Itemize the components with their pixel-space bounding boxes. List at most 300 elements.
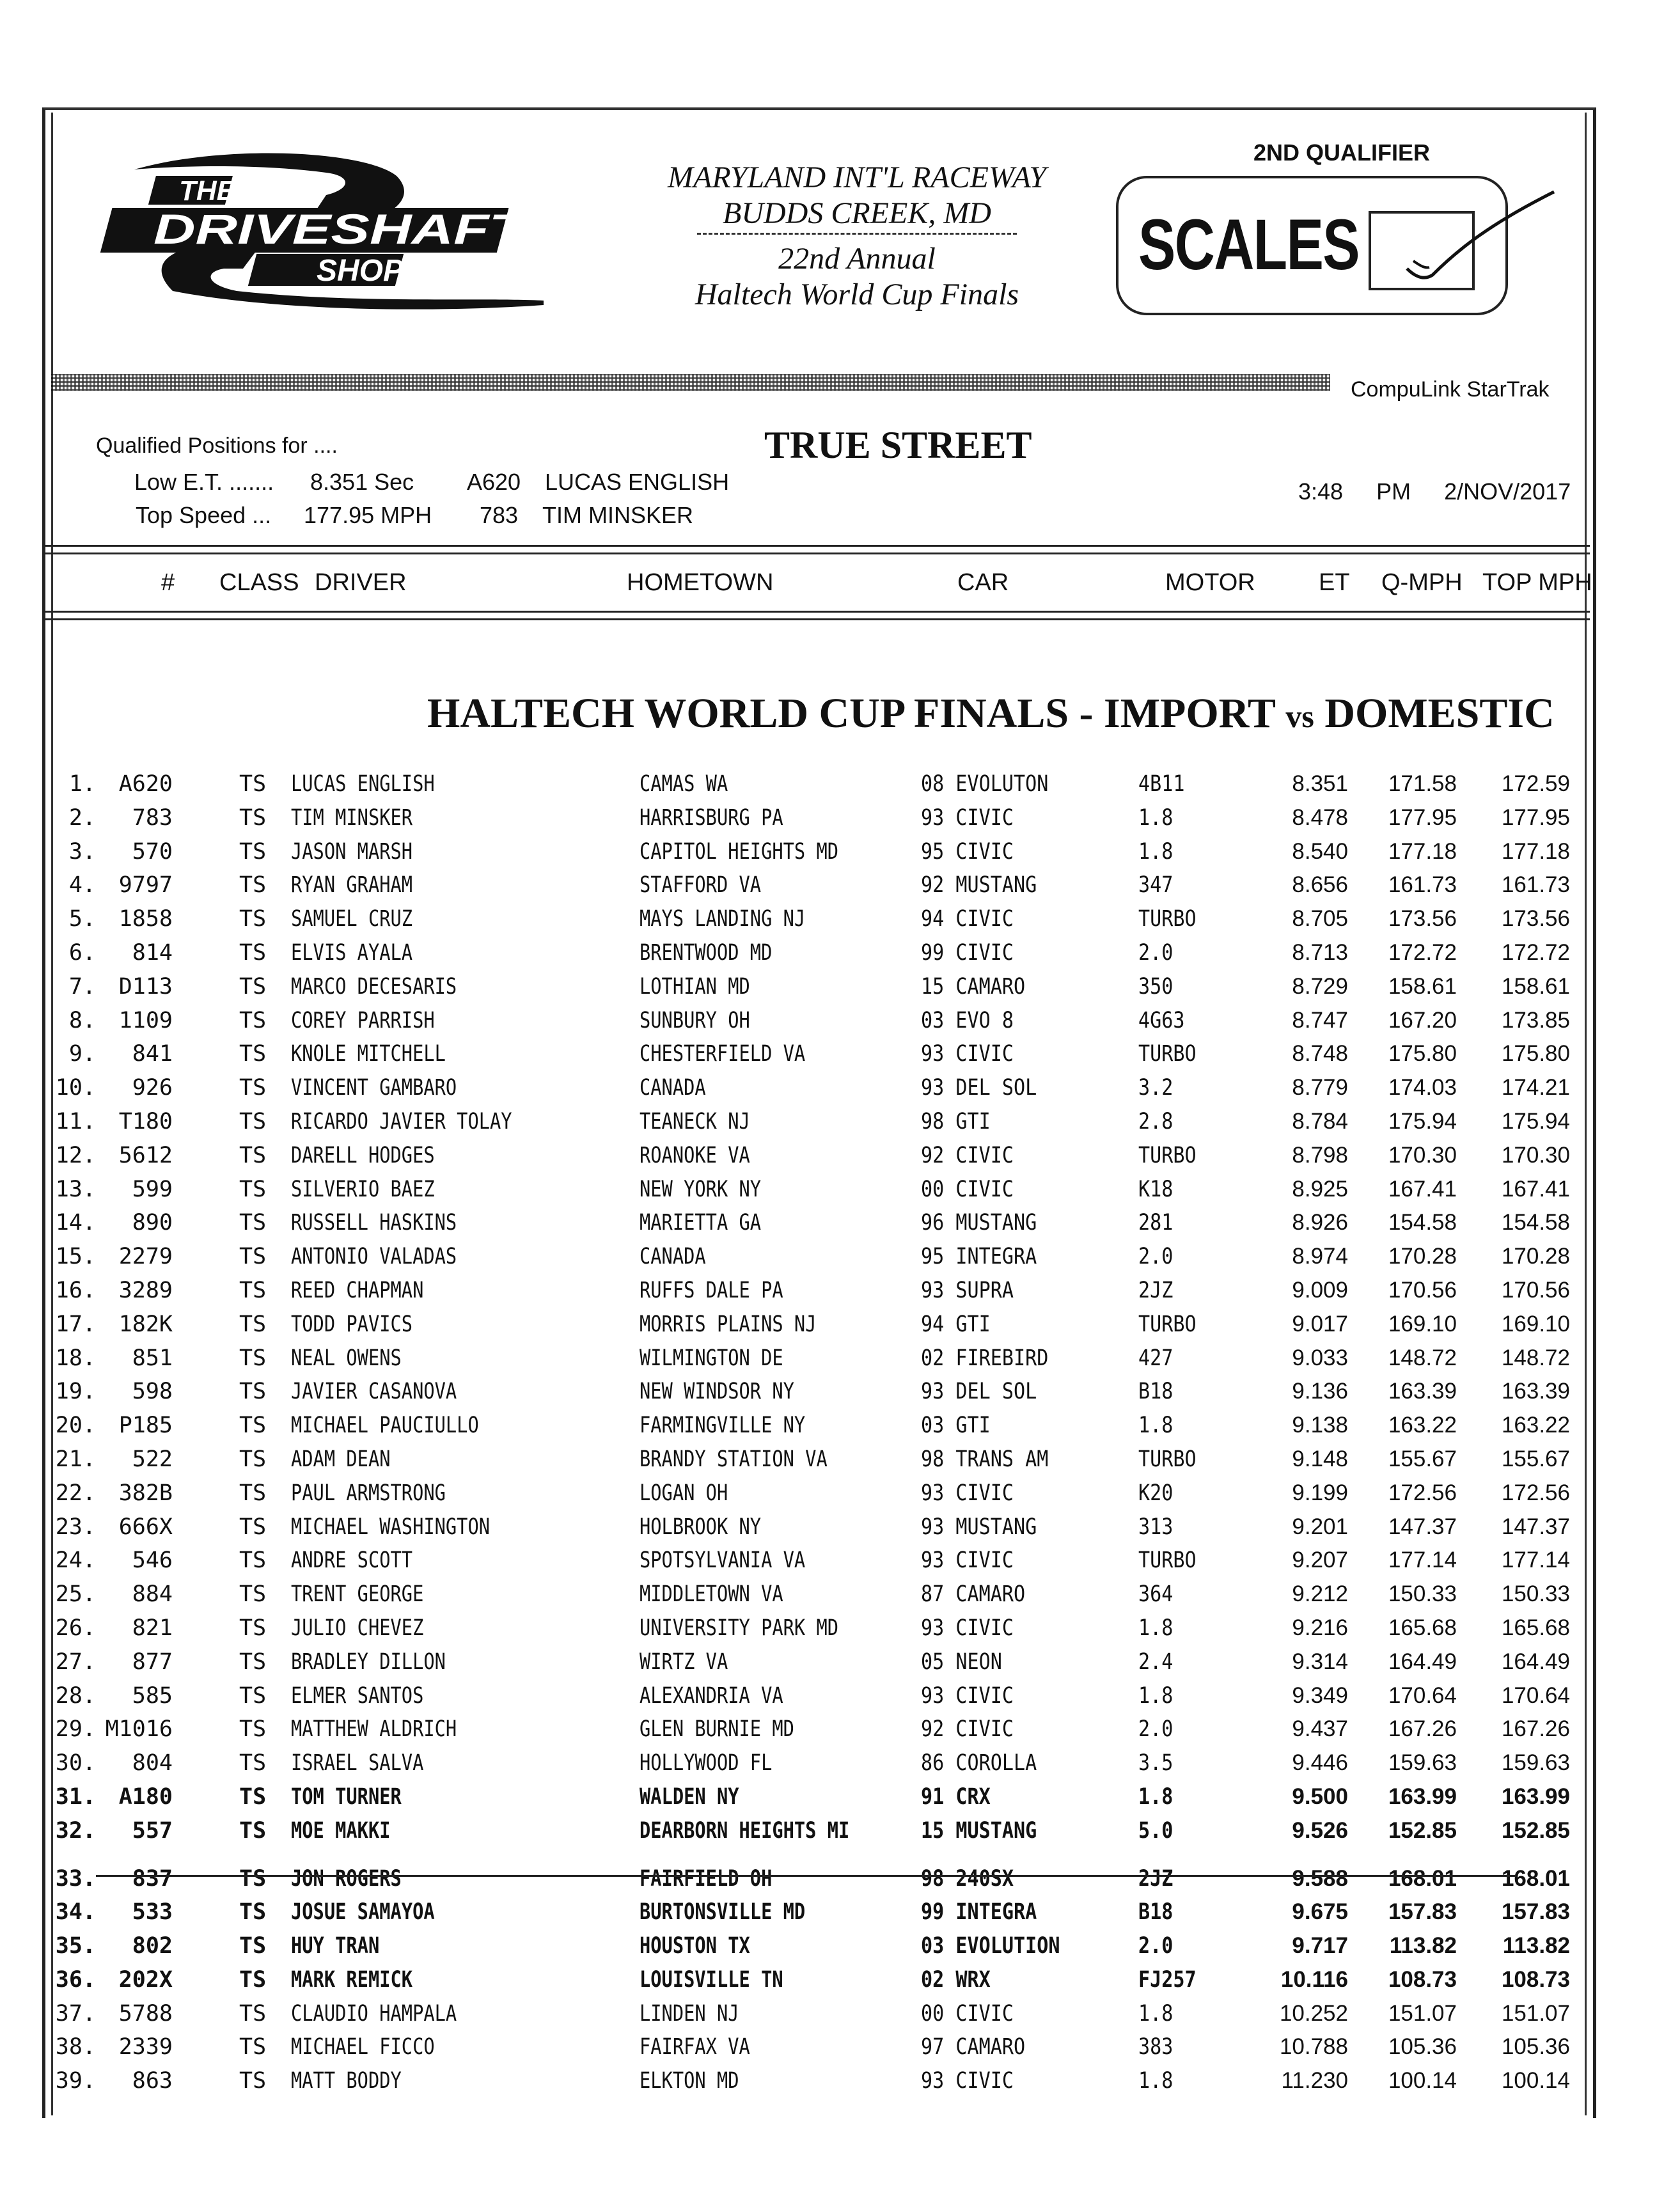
cell-q-mph: 167.20 <box>1388 1007 1457 1033</box>
class-title: TRUE STREET <box>764 424 1032 466</box>
cell-q-mph: 163.99 <box>1388 1784 1457 1809</box>
cell-top-mph: 170.64 <box>1501 1682 1570 1708</box>
cell-driver: NEAL OWENS <box>291 1345 402 1371</box>
cell-motor: 1.8 <box>1138 1784 1174 1810</box>
table-row <box>0 1929 1680 1963</box>
low-et-value: 8.351 Sec <box>310 469 414 495</box>
table-row <box>0 1544 1680 1578</box>
cell-position: 6. <box>68 939 96 966</box>
cell-position: 24. <box>55 1548 96 1574</box>
cell-hometown: HOLLYWOOD FL <box>640 1750 773 1776</box>
cell-top-mph: 170.28 <box>1501 1244 1570 1269</box>
cell-q-mph: 171.58 <box>1388 771 1457 796</box>
table-row <box>0 1004 1680 1038</box>
cell-driver: RUSSELL HASKINS <box>291 1210 457 1236</box>
cell-hometown: HARRISBURG PA <box>640 804 783 831</box>
cell-car: 98 TRANS AM <box>921 1446 1049 1472</box>
cell-car: 94 GTI <box>921 1311 991 1337</box>
table-row <box>0 902 1680 936</box>
cell-motor: TURBO <box>1138 1311 1197 1337</box>
cell-hometown: MAYS LANDING NJ <box>640 906 806 932</box>
cell-car: 93 MUSTANG <box>921 1514 1037 1540</box>
low-et-driver: LUCAS ENGLISH <box>545 469 730 495</box>
cell-hometown: WALDEN NY <box>640 1784 739 1810</box>
cell-motor: 1.8 <box>1138 1682 1174 1709</box>
cell-et: 8.926 <box>1292 1210 1348 1235</box>
cell-et: 8.784 <box>1292 1108 1348 1134</box>
table-row <box>0 1443 1680 1477</box>
cell-class: TS <box>239 838 267 865</box>
cell-q-mph: 158.61 <box>1388 973 1457 999</box>
cell-et: 9.199 <box>1292 1480 1348 1505</box>
qualified-positions-label: Qualified Positions for .... <box>96 434 338 458</box>
cell-top-mph: 157.83 <box>1501 1899 1570 1925</box>
table-row <box>0 1071 1680 1105</box>
cell-class: TS <box>239 1210 267 1236</box>
table-row <box>0 1997 1680 2031</box>
cell-q-mph: 148.72 <box>1388 1345 1457 1370</box>
cell-car-number: 533 <box>132 1899 173 1925</box>
cell-top-mph: 158.61 <box>1501 973 1570 999</box>
cell-driver: TIM MINSKER <box>291 804 413 831</box>
cell-et: 8.779 <box>1292 1075 1348 1101</box>
cell-position: 14. <box>55 1210 96 1236</box>
cell-driver: ANDRE SCOTT <box>291 1548 413 1574</box>
cell-car-number: 863 <box>132 2068 173 2094</box>
cell-q-mph: 108.73 <box>1388 1966 1457 1992</box>
cell-motor: FJ257 <box>1138 1966 1197 1993</box>
cell-car: 02 FIREBIRD <box>921 1345 1049 1371</box>
cell-driver: RICARDO JAVIER TOLAY <box>291 1108 512 1134</box>
cell-driver: JASON MARSH <box>291 838 413 865</box>
cell-motor: 4G63 <box>1138 1007 1185 1033</box>
cell-q-mph: 170.28 <box>1388 1244 1457 1269</box>
cell-car: 91 CRX <box>921 1784 991 1810</box>
cell-et: 11.230 <box>1281 2068 1348 2094</box>
cell-top-mph: 170.30 <box>1501 1142 1570 1168</box>
cell-et: 9.033 <box>1292 1345 1348 1370</box>
cell-top-mph: 113.82 <box>1502 1933 1570 1959</box>
cell-class: TS <box>239 2034 267 2060</box>
cell-car-number: 802 <box>132 1933 173 1959</box>
cell-hometown: CANADA <box>640 1244 706 1270</box>
cell-position: 13. <box>55 1176 96 1202</box>
table-row <box>0 1409 1680 1443</box>
cell-car: 00 CIVIC <box>921 1176 1014 1202</box>
cell-motor: 427 <box>1138 1345 1174 1371</box>
cell-et: 9.500 <box>1292 1784 1348 1809</box>
cell-class: TS <box>239 1817 267 1844</box>
cell-et: 8.925 <box>1292 1176 1348 1202</box>
cell-hometown: FAIRFIELD OH <box>640 1865 773 1892</box>
cell-driver: JULIO CHEVEZ <box>291 1615 424 1641</box>
cell-position: 38. <box>55 2034 96 2060</box>
cell-q-mph: 169.10 <box>1388 1311 1457 1337</box>
cell-position: 27. <box>55 1649 96 1675</box>
cell-car: 92 CIVIC <box>921 1716 1014 1743</box>
cell-motor: 313 <box>1138 1514 1174 1540</box>
cell-car-number: 1109 <box>118 1007 173 1033</box>
cell-car: 93 CIVIC <box>921 1615 1014 1641</box>
cell-driver: ISRAEL SALVA <box>291 1750 424 1776</box>
cell-driver: BRADLEY DILLON <box>291 1649 446 1675</box>
cell-motor: 1.8 <box>1138 804 1174 831</box>
table-row <box>0 1679 1680 1713</box>
cell-car-number: 884 <box>132 1581 173 1608</box>
cell-car-number: 851 <box>132 1345 173 1371</box>
cell-car-number: 5788 <box>118 2000 173 2027</box>
cell-class: TS <box>239 872 267 898</box>
cell-hometown: MORRIS PLAINS NJ <box>640 1311 817 1337</box>
scales-label: SCALES <box>1138 205 1359 285</box>
cell-motor: 2.4 <box>1138 1649 1174 1675</box>
cell-q-mph: 161.73 <box>1388 872 1457 898</box>
cell-car-number: 546 <box>132 1548 173 1574</box>
cell-driver: SILVERIO BAEZ <box>291 1176 435 1202</box>
cell-driver: TODD PAVICS <box>291 1311 413 1337</box>
cell-top-mph: 172.59 <box>1501 771 1570 796</box>
cell-driver: VINCENT GAMBARO <box>291 1075 457 1101</box>
cell-car: 92 MUSTANG <box>921 872 1037 898</box>
cell-position: 22. <box>55 1480 96 1506</box>
cell-top-mph: 155.67 <box>1501 1446 1570 1471</box>
cell-top-mph: 175.80 <box>1501 1041 1570 1067</box>
col-header-driver: DRIVER <box>315 569 407 596</box>
cell-top-mph: 161.73 <box>1501 872 1570 898</box>
cell-top-mph: 175.94 <box>1501 1108 1570 1134</box>
cell-et: 9.526 <box>1292 1817 1348 1843</box>
cell-q-mph: 152.85 <box>1388 1817 1457 1843</box>
table-row <box>0 767 1680 801</box>
cell-class: TS <box>239 2068 267 2094</box>
table-row <box>0 1578 1680 1611</box>
cell-et: 9.349 <box>1292 1682 1348 1708</box>
table-row <box>0 2030 1680 2064</box>
cell-motor: 2JZ <box>1138 1865 1174 1892</box>
table-row <box>0 1895 1680 1929</box>
table-row <box>0 835 1680 869</box>
cell-top-mph: 148.72 <box>1501 1345 1570 1370</box>
event-title <box>427 689 1555 738</box>
cell-position: 39. <box>55 2068 96 2094</box>
cell-hometown: STAFFORD VA <box>640 872 762 898</box>
cell-motor: 1.8 <box>1138 838 1174 865</box>
cell-class: TS <box>239 939 267 966</box>
cell-top-mph: 108.73 <box>1501 1966 1570 1992</box>
table-row <box>0 1375 1680 1409</box>
cell-car-number: 522 <box>132 1446 173 1472</box>
cell-motor: 5.0 <box>1138 1817 1174 1844</box>
cell-q-mph: 151.07 <box>1388 2000 1457 2026</box>
cell-motor: B18 <box>1138 1379 1174 1405</box>
cell-class: TS <box>239 1581 267 1608</box>
cell-q-mph: 170.30 <box>1388 1142 1457 1168</box>
cell-position: 5. <box>68 906 96 932</box>
cell-hometown: SPOTSYLVANIA VA <box>640 1548 806 1574</box>
cell-car: 99 CIVIC <box>921 939 1014 966</box>
table-row <box>0 1342 1680 1376</box>
checkmark-icon <box>1394 179 1560 307</box>
cell-driver: MARK REMICK <box>291 1966 413 1993</box>
cell-position: 12. <box>55 1142 96 1168</box>
cell-class: TS <box>239 906 267 932</box>
table-row <box>0 1510 1680 1544</box>
cell-driver: JOSUE SAMAYOA <box>291 1899 435 1925</box>
event-name: Haltech World Cup Finals <box>695 278 1019 311</box>
cell-hometown: LOGAN OH <box>640 1480 728 1506</box>
cell-top-mph: 169.10 <box>1501 1311 1570 1337</box>
cell-et: 9.675 <box>1292 1899 1348 1925</box>
cell-et: 10.252 <box>1279 2000 1348 2026</box>
cell-motor: 1.8 <box>1138 1413 1174 1439</box>
col-header-num: # <box>161 569 175 596</box>
table-row <box>0 1308 1680 1342</box>
cell-q-mph: 177.18 <box>1388 838 1457 864</box>
cell-et: 8.729 <box>1292 973 1348 999</box>
cell-car-number: 783 <box>132 804 173 831</box>
cell-hometown: HOUSTON TX <box>640 1933 750 1959</box>
cell-motor: B18 <box>1138 1899 1174 1925</box>
cell-car-number: 598 <box>132 1379 173 1405</box>
table-row <box>0 1240 1680 1274</box>
cell-car-number: 1858 <box>118 906 173 932</box>
cell-et: 8.351 <box>1292 771 1348 796</box>
cell-hometown: CAPITOL HEIGHTS MD <box>640 838 839 865</box>
cell-q-mph: 154.58 <box>1388 1210 1457 1235</box>
cell-class: TS <box>239 1345 267 1371</box>
cell-driver: DARELL HODGES <box>291 1142 435 1168</box>
cell-class: TS <box>239 1933 267 1959</box>
cell-motor: 3.2 <box>1138 1075 1174 1101</box>
cell-class: TS <box>239 1548 267 1574</box>
cell-top-mph: 151.07 <box>1501 2000 1570 2026</box>
cell-driver: ELMER SANTOS <box>291 1682 424 1709</box>
cell-car-number: 926 <box>132 1075 173 1101</box>
cell-position: 34. <box>55 1899 96 1925</box>
cell-et: 9.717 <box>1292 1933 1348 1959</box>
table-row <box>0 1862 1680 1896</box>
cell-class: TS <box>239 973 267 1000</box>
table-row <box>0 868 1680 902</box>
cell-motor: 2.0 <box>1138 1716 1174 1743</box>
cell-driver: ADAM DEAN <box>291 1446 391 1472</box>
cell-car: 03 GTI <box>921 1413 991 1439</box>
cell-motor: 2.0 <box>1138 1244 1174 1270</box>
cell-hometown: CHESTERFIELD VA <box>640 1041 806 1067</box>
cell-position: 2. <box>68 804 96 831</box>
cell-driver: MICHAEL PAUCIULLO <box>291 1413 479 1439</box>
cell-position: 1. <box>68 771 96 797</box>
cell-position: 30. <box>55 1750 96 1776</box>
cell-car: 93 CIVIC <box>921 1682 1014 1709</box>
cell-driver: PAUL ARMSTRONG <box>291 1480 446 1506</box>
cell-motor: 364 <box>1138 1581 1174 1608</box>
cell-car: 98 240SX <box>921 1865 1014 1892</box>
cell-et: 8.747 <box>1292 1007 1348 1033</box>
cell-top-mph: 167.41 <box>1501 1176 1570 1202</box>
cell-position: 29. <box>55 1716 96 1743</box>
cell-class: TS <box>239 1514 267 1540</box>
cell-car-number: 804 <box>132 1750 173 1776</box>
col-header-qmph: Q-MPH <box>1381 569 1463 596</box>
cell-et: 9.446 <box>1292 1750 1348 1776</box>
cell-hometown: BRANDY STATION VA <box>640 1446 828 1472</box>
cell-car: 87 CAMARO <box>921 1581 1026 1608</box>
cell-car: 95 CIVIC <box>921 838 1014 865</box>
cell-car-number: 3289 <box>118 1277 173 1303</box>
cell-car-number: 202X <box>118 1966 173 1993</box>
svg-text:THE: THE <box>179 175 235 207</box>
cell-et: 9.207 <box>1292 1548 1348 1573</box>
cell-motor: 1.8 <box>1138 2068 1174 2094</box>
cell-hometown: TEANECK NJ <box>640 1108 750 1134</box>
cell-car-number: 890 <box>132 1210 173 1236</box>
table-row <box>0 1274 1680 1308</box>
cell-position: 10. <box>55 1075 96 1101</box>
cell-position: 7. <box>68 973 96 1000</box>
cell-top-mph: 163.99 <box>1501 1784 1570 1809</box>
cell-class: TS <box>239 1277 267 1303</box>
cell-car-number: 821 <box>132 1615 173 1641</box>
cell-class: TS <box>239 1007 267 1033</box>
cell-car-number: P185 <box>118 1413 173 1439</box>
cell-motor: 350 <box>1138 973 1174 1000</box>
cell-position: 3. <box>68 838 96 865</box>
cell-top-mph: 147.37 <box>1501 1514 1570 1539</box>
cell-q-mph: 170.56 <box>1388 1277 1457 1303</box>
cell-et: 10.116 <box>1280 1966 1348 1992</box>
cell-hometown: UNIVERSITY PARK MD <box>640 1615 839 1641</box>
cell-top-mph: 172.56 <box>1501 1480 1570 1505</box>
cell-et: 9.201 <box>1292 1514 1348 1539</box>
qualifying-cut-line <box>96 1875 1516 1877</box>
cell-hometown: SUNBURY OH <box>640 1007 750 1033</box>
cell-position: 37. <box>55 2000 96 2027</box>
cell-q-mph: 177.95 <box>1388 804 1457 830</box>
cell-class: TS <box>239 1075 267 1101</box>
cell-q-mph: 150.33 <box>1388 1581 1457 1607</box>
cell-position: 15. <box>55 1244 96 1270</box>
cell-hometown: WILMINGTON DE <box>640 1345 783 1371</box>
cell-class: TS <box>239 1413 267 1439</box>
svg-text:SHOP: SHOP <box>317 254 404 288</box>
cell-q-mph: 113.82 <box>1389 1933 1457 1959</box>
cell-q-mph: 177.14 <box>1388 1548 1457 1573</box>
cell-q-mph: 155.67 <box>1388 1446 1457 1471</box>
results-table <box>0 767 1680 2098</box>
cell-driver: MATTHEW ALDRICH <box>291 1716 457 1743</box>
cell-car-number: T180 <box>118 1108 173 1134</box>
cell-class: TS <box>239 1311 267 1337</box>
cell-q-mph: 167.26 <box>1388 1716 1457 1742</box>
cell-car: 94 CIVIC <box>921 906 1014 932</box>
compulink-label: CompuLink StarTrak <box>1351 377 1550 402</box>
cell-q-mph: 164.49 <box>1388 1649 1457 1674</box>
cell-hometown: HOLBROOK NY <box>640 1514 762 1540</box>
cell-q-mph: 157.83 <box>1388 1899 1457 1925</box>
col-header-motor: MOTOR <box>1165 569 1255 596</box>
cell-car: 03 EVOLUTION <box>921 1933 1060 1959</box>
cell-car-number: 666X <box>118 1514 173 1540</box>
cell-car: 93 CIVIC <box>921 1041 1014 1067</box>
cell-top-mph: 105.36 <box>1501 2034 1570 2060</box>
cell-driver: HUY TRAN <box>291 1933 380 1959</box>
cell-car-number: 599 <box>132 1176 173 1202</box>
cell-hometown: MIDDLETOWN VA <box>640 1581 783 1608</box>
cell-q-mph: 105.36 <box>1388 2034 1457 2060</box>
cell-q-mph: 167.41 <box>1388 1176 1457 1202</box>
report-timestamp <box>1298 478 1571 505</box>
cell-car-number: 182K <box>118 1311 173 1337</box>
qualifier-label: 2ND QUALIFIER <box>1253 139 1431 166</box>
cell-driver: JAVIER CASANOVA <box>291 1379 457 1405</box>
divider <box>697 233 1017 235</box>
cell-top-mph: 177.18 <box>1501 838 1570 864</box>
cell-q-mph: 100.14 <box>1388 2068 1457 2094</box>
cell-motor: 2.0 <box>1138 939 1174 966</box>
cell-position: 16. <box>55 1277 96 1303</box>
cell-motor: K20 <box>1138 1480 1174 1506</box>
cell-q-mph: 163.39 <box>1388 1379 1457 1404</box>
cell-et: 9.588 <box>1292 1865 1348 1891</box>
header-rule-bottom <box>42 611 1590 613</box>
cell-driver: TRENT GEORGE <box>291 1581 424 1608</box>
top-speed-driver: TIM MINSKER <box>542 502 694 528</box>
cell-top-mph: 170.56 <box>1501 1277 1570 1303</box>
cell-motor: 1.8 <box>1138 1615 1174 1641</box>
table-row <box>0 1780 1680 1814</box>
cell-car-number: 837 <box>132 1865 173 1892</box>
cell-motor: TURBO <box>1138 906 1197 932</box>
cell-hometown: ROANOKE VA <box>640 1142 750 1168</box>
cell-top-mph: 164.49 <box>1501 1649 1570 1674</box>
cell-hometown: DEARBORN HEIGHTS MI <box>640 1817 850 1844</box>
cell-class: TS <box>239 771 267 797</box>
venue-location: BUDDS CREEK, MD <box>723 196 991 230</box>
cell-top-mph: 173.85 <box>1501 1007 1570 1033</box>
cell-hometown: ELKTON MD <box>640 2068 739 2094</box>
cell-car-number: 557 <box>132 1817 173 1844</box>
cell-et: 9.216 <box>1292 1615 1348 1640</box>
cell-position: 8. <box>68 1007 96 1033</box>
report-date: 2/NOV/2017 <box>1444 478 1571 505</box>
cell-car: 93 DEL SOL <box>921 1075 1037 1101</box>
cell-car-number: 585 <box>132 1682 173 1709</box>
col-header-topmph: TOP MPH <box>1482 569 1592 596</box>
cell-position: 11. <box>55 1108 96 1134</box>
event-title-end: DOMESTIC <box>1314 690 1555 737</box>
cell-q-mph: 172.56 <box>1388 1480 1457 1505</box>
cell-q-mph: 172.72 <box>1388 939 1457 965</box>
cell-et: 10.788 <box>1279 2034 1348 2060</box>
cell-driver: ELVIS AYALA <box>291 939 413 966</box>
cell-car: 97 CAMARO <box>921 2034 1026 2060</box>
cell-driver: RYAN GRAHAM <box>291 872 413 898</box>
cell-q-mph: 165.68 <box>1388 1615 1457 1640</box>
cell-et: 8.656 <box>1292 872 1348 898</box>
cell-car-number: 5612 <box>118 1142 173 1168</box>
cell-car: 95 INTEGRA <box>921 1244 1037 1270</box>
cell-driver: MARCO DECESARIS <box>291 973 457 1000</box>
cell-motor: 1.8 <box>1138 2000 1174 2027</box>
cell-motor: 383 <box>1138 2034 1174 2060</box>
cell-car-number: A620 <box>118 771 173 797</box>
table-row <box>0 1713 1680 1746</box>
cell-motor: TURBO <box>1138 1041 1197 1067</box>
cell-car: 05 NEON <box>921 1649 1002 1675</box>
table-row <box>0 1105 1680 1139</box>
cell-class: TS <box>239 1865 267 1892</box>
